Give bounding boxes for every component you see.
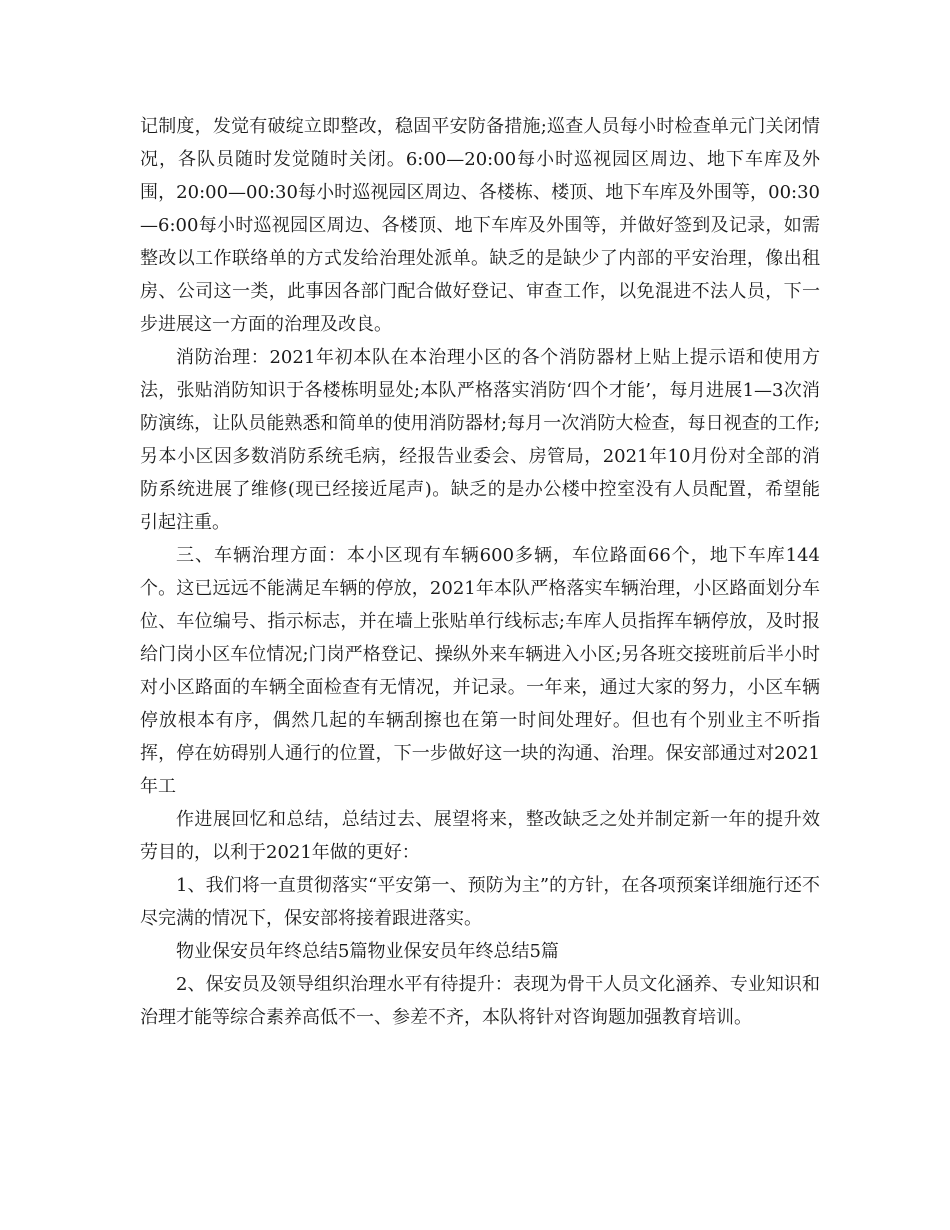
paragraph-fire-management: 消防治理：2021年初本队在本治理小区的各个消防器材上贴上提示语和使用方法，张贴消防知识于各楼栋明显处;本队严格落实消防‘四个才能’，每月进展1—3次消防演练，让队员能熟悉和简单的使用消防器材;每月一次消防大检查，每日视查的工作;另本小区因多数消防系统毛病，经报告业委会、房管局，2021年10月份对全部的消防系统进展了维修(现已经接近尾声)。缺乏的是办公楼中控室没有人员配置，希望能引起注重。 bbox=[140, 347, 820, 533]
paragraph-patrol: 记制度，发觉有破绽立即整改，稳固平安防备措施;巡查人员每小时检查单元门关闭情况，各队员随时发觉随时关闭。6:00—20:00每小时巡视园区周边、地下车库及外围，20:00—00:30每小时巡视园区周边、各楼栋、楼顶、地下车库及外围等，00:30—6:00每小时巡视园区周边、各楼顶、地下车库及外围等，并做好签到及记录，如需整改以工作联络单的方式发给治理处派单。缺乏的是缺少了内部的平安治理，像出租房、公司这一类，此事因各部门配合做好登记、审查工作，以免混进不法人员，下一步进展这一方面的治理及改良。 bbox=[140, 116, 820, 335]
document-page bbox=[140, 110, 820, 1034]
paragraph-review-summary: 作进展回忆和总结，总结过去、展望将来，整改缺乏之处并制定新一年的提升效劳目的，以利于2021年做的更好： bbox=[140, 809, 820, 863]
paragraph-title-line: 物业保安员年终总结5篇物业保安员年终总结5篇 bbox=[176, 941, 559, 962]
paragraph-item-2: 2、保安员及领导组织治理水平有待提升：表现为骨干人员文化涵养、专业知识和治理才能等综合素养高低不一、参差不齐，本队将针对咨询题加强教育培训。 bbox=[140, 974, 820, 1028]
paragraph-vehicle-management: 三、车辆治理方面：本小区现有车辆600多辆，车位路面66个，地下车库144个。这已远远不能满足车辆的停放，2021年本队严格落实车辆治理，小区路面划分车位、车位编号、指示标志，并在墙上张贴单行线标志;车库人员指挥车辆停放，及时报给门岗小区车位情况;门岗严格登记、操纵外来车辆进入小区;另各班交接班前后半小时对小区路面的车辆全面检查有无情况，并记录。一年来，通过大家的努力，小区车辆停放根本有序，偶然几起的车辆刮擦也在第一时间处理好。但也有个别业主不听指挥，停在妨碍别人通行的位置，下一步做好这一块的沟通、治理。保安部通过对2021年工 bbox=[140, 545, 820, 797]
paragraph-item-1: 1、我们将一直贯彻落实“平安第一、预防为主”的方针，在各项预案详细施行还不尽完满的情况下，保安部将接着跟进落实。 bbox=[140, 875, 820, 929]
